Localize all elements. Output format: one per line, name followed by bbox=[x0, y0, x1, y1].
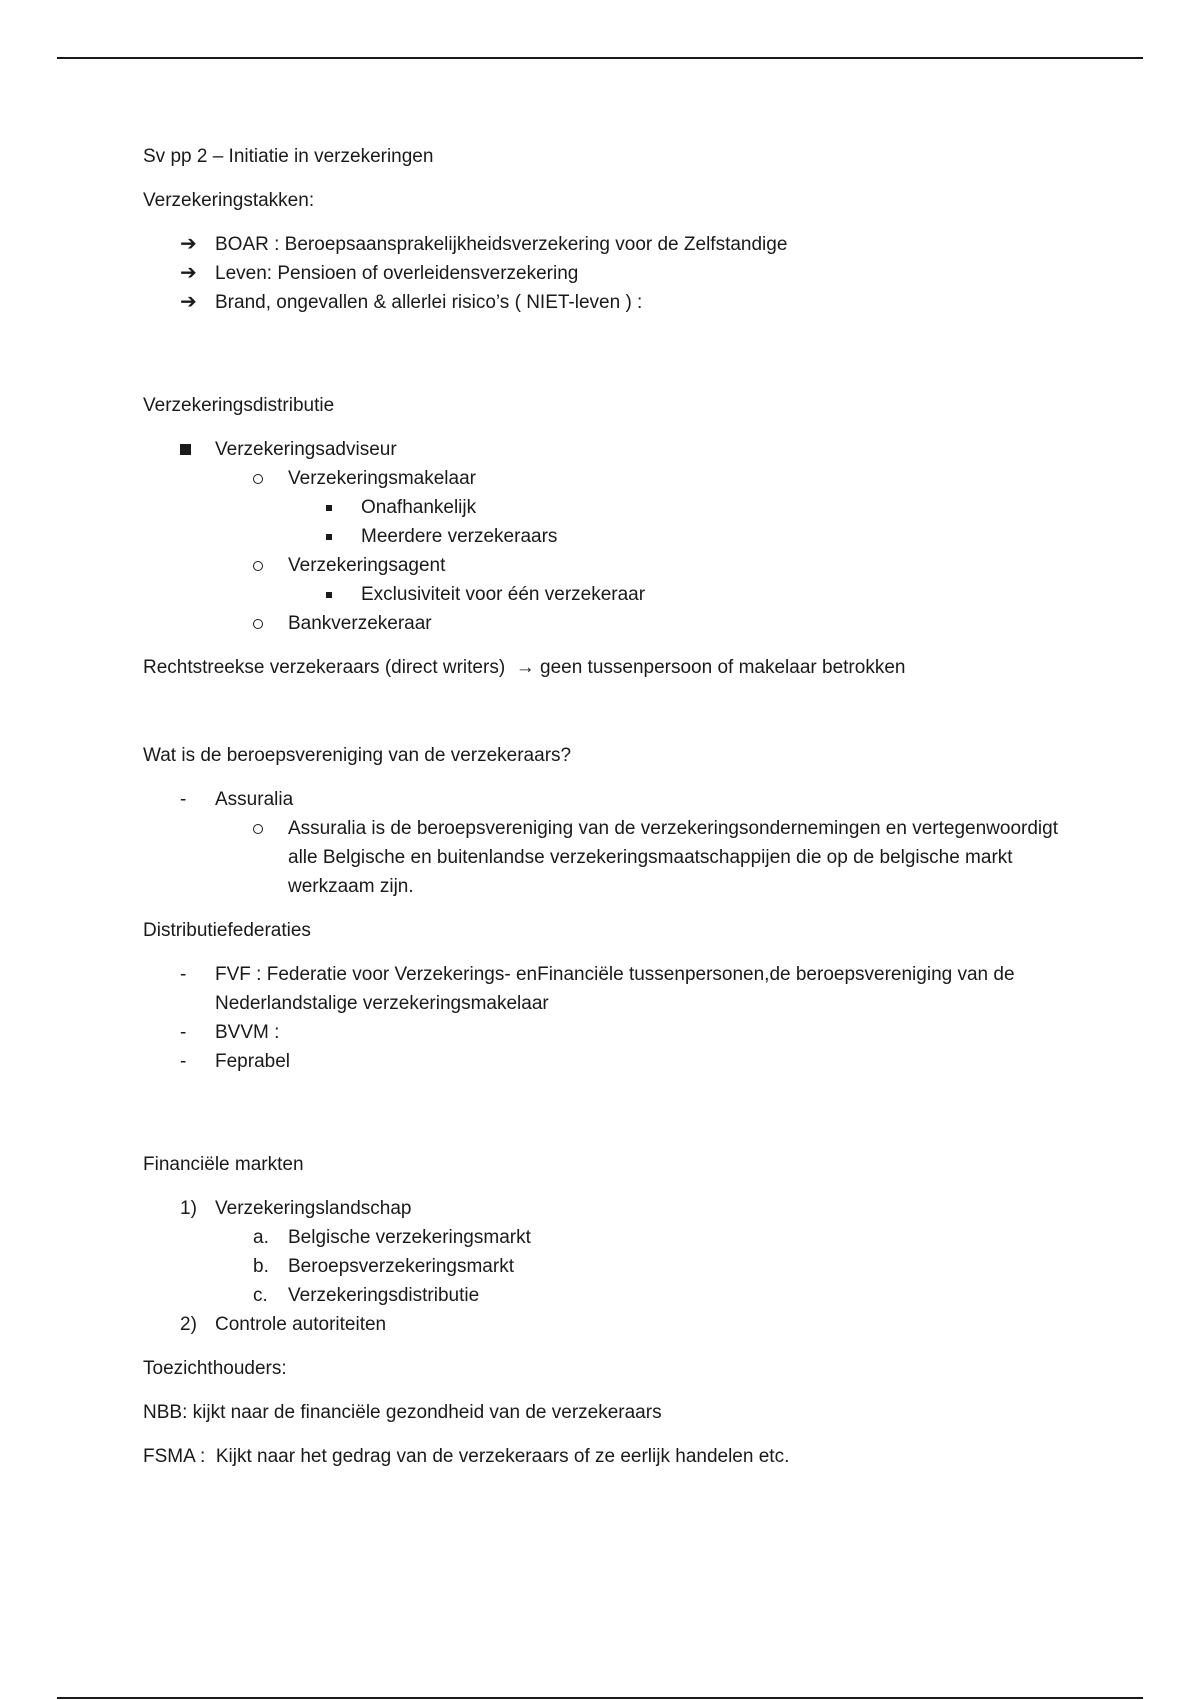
dash-bullet: - bbox=[180, 1051, 187, 1072]
list-item: Verzekeringsagent bbox=[143, 551, 1083, 580]
list-item: Verzekeringsmakelaar bbox=[143, 464, 1083, 493]
list-item: Exclusiviteit voor één verzekeraar bbox=[143, 580, 1083, 609]
federaties-heading: Distributiefederaties bbox=[143, 920, 311, 941]
circle-bullet-icon bbox=[253, 619, 263, 629]
list-item: ➔ Brand, ongevallen & allerlei risico’s ( NIET-leven ) : bbox=[143, 288, 1083, 317]
list-item: Onafhankelijk bbox=[143, 493, 1083, 522]
list-item: Assuralia is de beroepsvereniging van de verzekeringsondernemingen en vertegenwoordigt alle Belgische en buitenlandse verzekeringsmaatschappijen die op de belgische markt werkzaam zijn. bbox=[143, 814, 1083, 901]
federaties-list bbox=[143, 960, 1083, 1076]
list-letter: b. bbox=[253, 1256, 269, 1277]
dash-bullet: - bbox=[180, 964, 187, 985]
beroepsvereniging-list bbox=[143, 785, 1083, 901]
list-item: - BVVM : bbox=[143, 1018, 1083, 1047]
small-square-bullet-icon bbox=[326, 592, 332, 598]
document-body bbox=[143, 142, 1083, 1486]
dash-bullet: - bbox=[180, 789, 187, 810]
fsma-line: FSMA : Kijkt naar het gedrag van de verzekeraars of ze eerlijk handelen etc. bbox=[143, 1446, 790, 1467]
square-bullet-icon bbox=[180, 444, 191, 455]
circle-bullet-icon bbox=[253, 824, 263, 834]
header-rule bbox=[57, 57, 1143, 59]
list-item: ➔ Leven: Pensioen of overleidensverzekering bbox=[143, 259, 1083, 288]
list-item: Verzekeringsadviseur bbox=[143, 435, 1083, 464]
spacer bbox=[143, 682, 1083, 741]
document-title: Sv pp 2 – Initiatie in verzekeringen bbox=[143, 146, 434, 167]
list-item: Meerdere verzekeraars bbox=[143, 522, 1083, 551]
distributie-list bbox=[143, 435, 1083, 638]
right-arrow-icon: ➔ bbox=[180, 262, 197, 284]
beroepsvereniging-question: Wat is de beroepsvereniging van de verzekeraars? bbox=[143, 745, 572, 766]
list-letter: c. bbox=[253, 1285, 268, 1306]
list-letter: a. bbox=[253, 1227, 269, 1248]
markten-list bbox=[143, 1194, 1083, 1339]
list-item: 2) Controle autoriteiten bbox=[143, 1310, 1083, 1339]
list-item: Bankverzekeraar bbox=[143, 609, 1083, 638]
list-item: a. Belgische verzekeringsmarkt bbox=[143, 1223, 1083, 1252]
arrow-right-icon: → bbox=[515, 657, 535, 678]
list-item: - FVF : Federatie voor Verzekerings- enFinanciële tussenpersonen,de beroepsvereniging van de Nederlandstalige verzekeringsmakelaar bbox=[143, 960, 1083, 1018]
right-arrow-icon: ➔ bbox=[180, 233, 197, 255]
takken-heading: Verzekeringstakken: bbox=[143, 190, 315, 211]
list-number: 1) bbox=[180, 1198, 197, 1219]
nbb-line: NBB: kijkt naar de financiële gezondheid van de verzekeraars bbox=[143, 1402, 662, 1423]
toezicht-heading: Toezichthouders: bbox=[143, 1358, 287, 1379]
right-arrow-icon: ➔ bbox=[180, 291, 197, 313]
takken-list bbox=[143, 230, 1083, 317]
footer-rule bbox=[57, 1697, 1143, 1699]
list-item: b. Beroepsverzekeringsmarkt bbox=[143, 1252, 1083, 1281]
spacer bbox=[143, 1091, 1083, 1150]
list-number: 2) bbox=[180, 1314, 197, 1335]
small-square-bullet-icon bbox=[326, 534, 332, 540]
dash-bullet: - bbox=[180, 1022, 187, 1043]
small-square-bullet-icon bbox=[326, 505, 332, 511]
list-item: c. Verzekeringsdistributie bbox=[143, 1281, 1083, 1310]
markten-heading: Financiële markten bbox=[143, 1154, 304, 1175]
list-item: - Assuralia bbox=[143, 785, 1083, 814]
list-item: - Feprabel bbox=[143, 1047, 1083, 1076]
distributie-heading: Verzekeringsdistributie bbox=[143, 395, 335, 416]
circle-bullet-icon bbox=[253, 474, 263, 484]
circle-bullet-icon bbox=[253, 561, 263, 571]
list-item: 1) Verzekeringslandschap bbox=[143, 1194, 1083, 1223]
direct-writers-line: Rechtstreekse verzekeraars (direct writers) → geen tussenpersoon of makelaar betrokken bbox=[143, 657, 906, 678]
list-item: ➔ BOAR : Beroepsaansprakelijkheidsverzekering voor de Zelfstandige bbox=[143, 230, 1083, 259]
spacer bbox=[143, 332, 1083, 391]
